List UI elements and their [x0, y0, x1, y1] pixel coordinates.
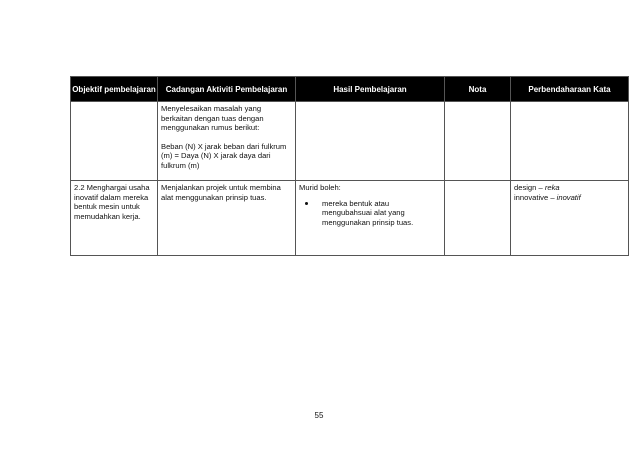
header-perbendaharaan: Perbendaharaan Kata [511, 77, 629, 102]
cell-perbendaharaan [511, 181, 629, 256]
cell-hasil [296, 181, 445, 256]
vocab-item [514, 193, 625, 203]
curriculum-table [70, 76, 629, 256]
vocab-malay: inovatif [556, 192, 581, 202]
table-row [71, 181, 629, 256]
activity-text: Menyelesaikan masalah yang berkaitan dengan tuas dengan menggunakan rumus berikut: [161, 104, 264, 133]
header-objektif: Objektif pembelajaran [71, 77, 158, 102]
bullet-icon [305, 202, 308, 205]
header-aktiviti: Cadangan Aktiviti Pembelajaran [158, 77, 296, 102]
header-hasil: Hasil Pembelajaran [296, 77, 445, 102]
cell-aktiviti: Menjalankan projek untuk membina alat menggunakan prinsip tuas. [158, 181, 296, 256]
vocab-separator: – [548, 192, 557, 202]
cell-nota [445, 102, 511, 181]
formula-text: Beban (N) X jarak beban dari fulkrum (m) = Daya (N) X jarak daya dari fulkrum (m) [161, 141, 287, 170]
outcome-text: mereka bentuk atau mengubahsuai alat yang menggunakan prinsip tuas. [322, 198, 414, 227]
cell-objektif [71, 102, 158, 181]
vocab-item [514, 183, 625, 193]
cell-perbendaharaan [511, 102, 629, 181]
vocab-english: design [514, 183, 537, 192]
vocab-english: innovative [514, 192, 549, 202]
vocab-separator: – [536, 183, 545, 192]
header-nota: Nota [445, 77, 511, 102]
cell-nota [445, 181, 511, 256]
outcome-list [299, 199, 441, 228]
table-row [71, 102, 629, 181]
vocab-malay: reka [544, 183, 560, 192]
page-number: 55 [314, 411, 324, 420]
table-header-row [71, 77, 629, 102]
cell-objektif: 2.2 Menghargai usaha inovatif dalam mereka bentuk mesin untuk memudahkan kerja. [71, 181, 158, 256]
cell-aktiviti [158, 102, 296, 181]
cell-hasil [296, 102, 445, 181]
list-item [322, 199, 441, 228]
outcome-intro: Murid boleh: [299, 183, 341, 192]
